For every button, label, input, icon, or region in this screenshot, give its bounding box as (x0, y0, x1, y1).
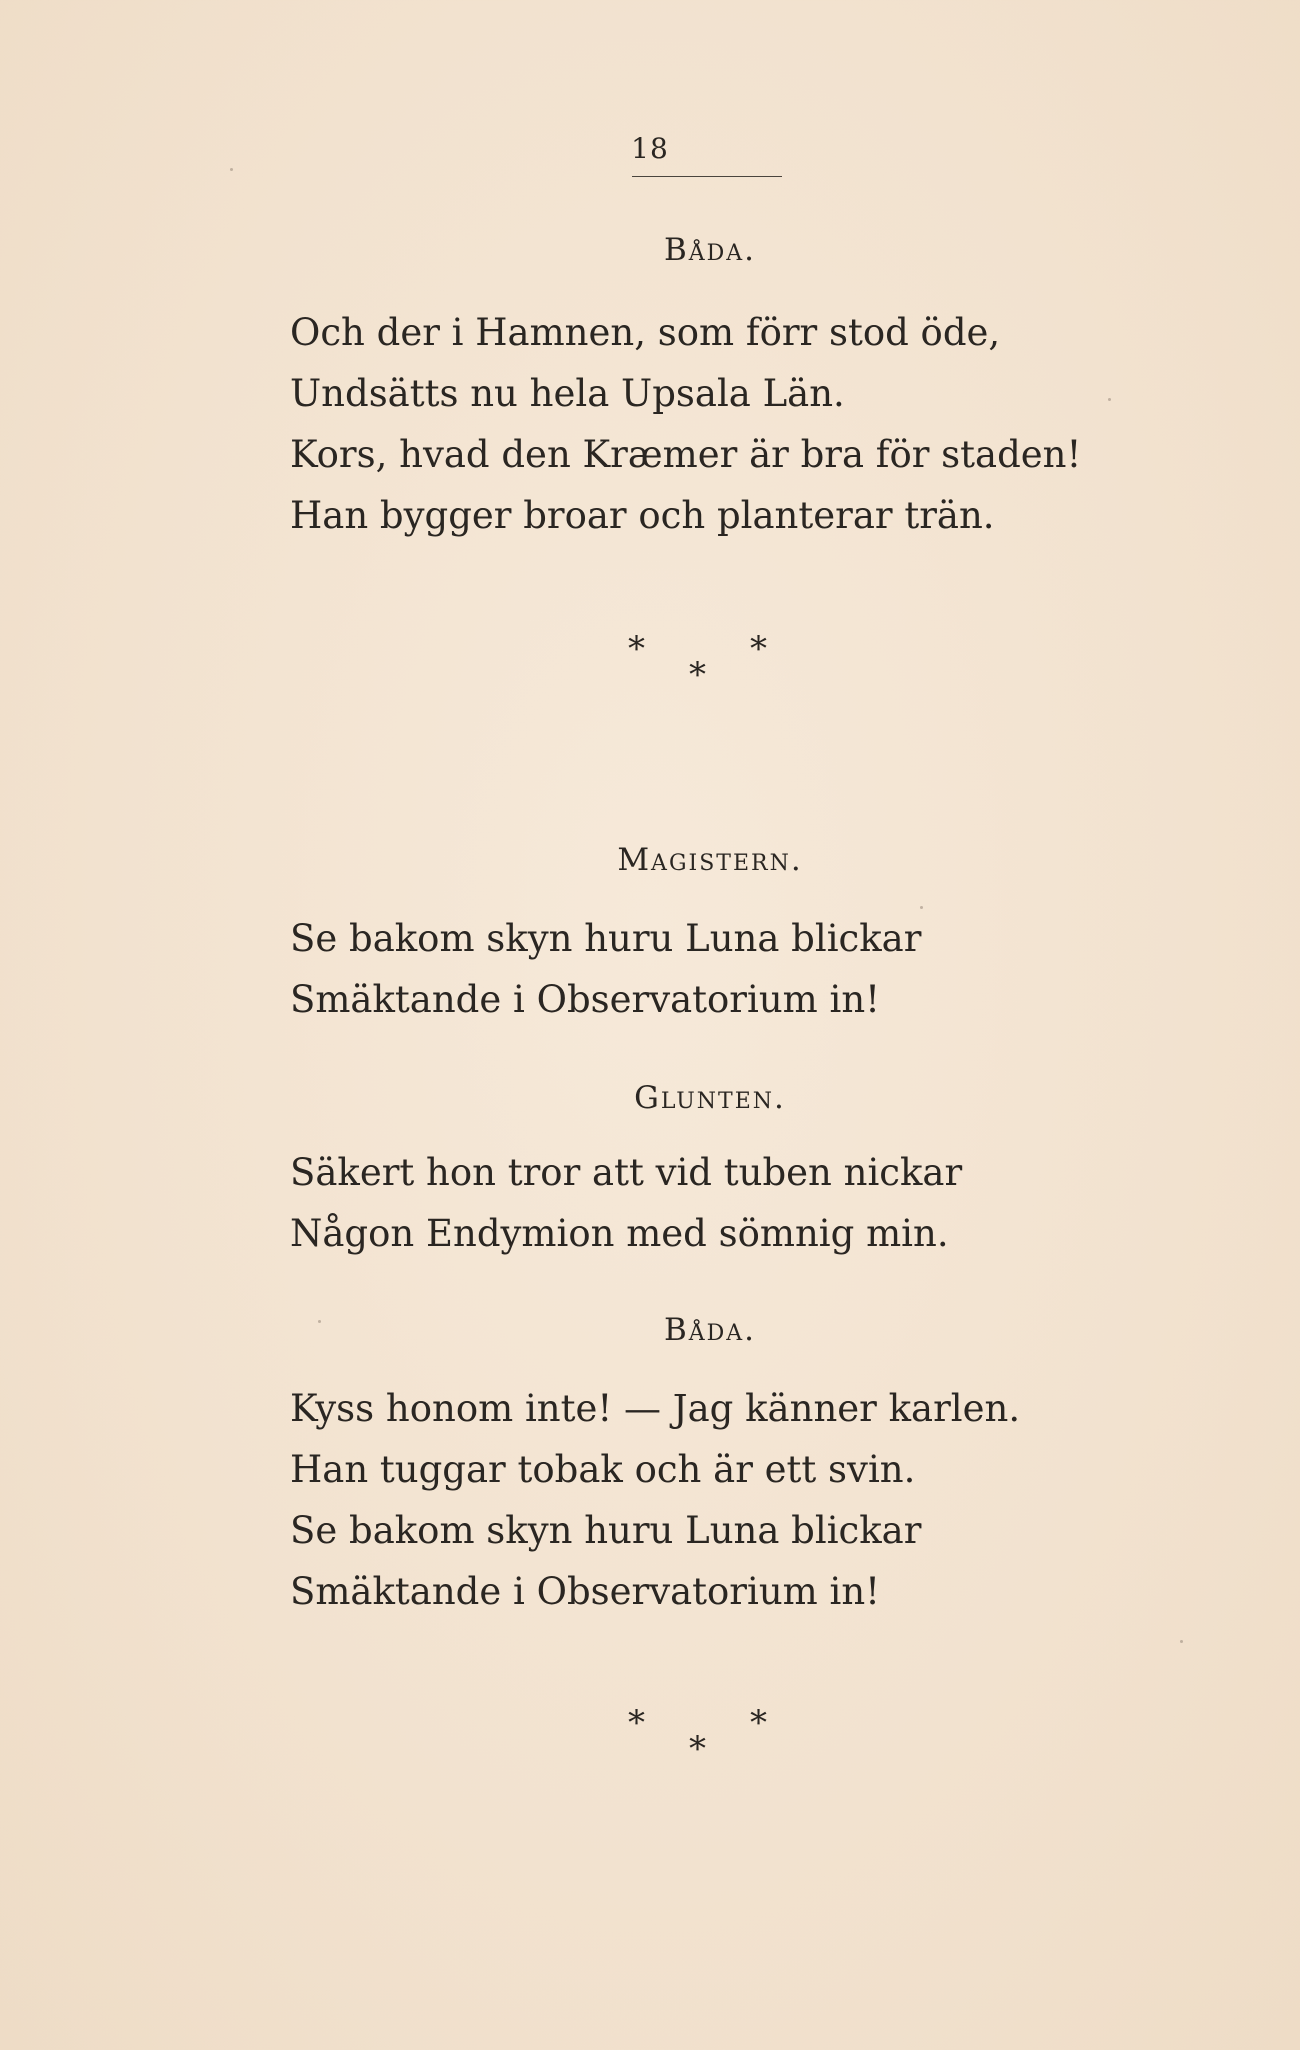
asterisk-glyph: * (628, 629, 645, 669)
speaker-heading: Båda. (663, 232, 757, 268)
paper-speck (230, 168, 233, 171)
verse-line: Undsätts nu hela Upsala Län. (290, 372, 845, 415)
stanza (290, 1378, 1230, 1622)
stanza (290, 302, 1230, 546)
speaker-heading: Glunten. (634, 1080, 786, 1116)
paper-speck (920, 906, 923, 909)
asterism-divider (628, 1703, 788, 1796)
verse-line: Smäktande i Observatorium in! (290, 978, 881, 1021)
page-number: 18 (631, 132, 669, 165)
verse-line: Någon Endymion med sömnig min. (290, 1212, 949, 1255)
paper-speck (1180, 1640, 1183, 1643)
verse-line: Kors, hvad den Kræmer är bra för staden! (290, 433, 1082, 476)
asterisk-glyph: * (689, 655, 706, 695)
verse-line: Säkert hon tror att vid tuben nickar (290, 1151, 963, 1194)
stanza (290, 1142, 1230, 1264)
asterisk-glyph: * (628, 1703, 645, 1743)
stanza (290, 908, 1230, 1030)
asterisk-glyph: * (750, 1703, 767, 1743)
paper-speck (318, 1320, 321, 1323)
asterism-divider (628, 629, 788, 722)
verse-line: Han tuggar tobak och är ett svin. (290, 1448, 916, 1491)
asterisk-glyph: * (750, 629, 767, 669)
verse-line: Han bygger broar och planterar trän. (290, 494, 995, 537)
page-number-rule (632, 176, 782, 177)
verse-line: Se bakom skyn huru Luna blickar (290, 917, 922, 960)
asterisk-glyph: * (689, 1729, 706, 1769)
speaker-heading: Båda. (663, 1312, 757, 1348)
verse-line: Kyss honom inte! — Jag känner karlen. (290, 1387, 1021, 1430)
verse-line: Se bakom skyn huru Luna blickar (290, 1509, 922, 1552)
paper-speck (1108, 398, 1111, 401)
verse-line: Smäktande i Observatorium in! (290, 1570, 881, 1613)
speaker-heading: Magistern. (617, 842, 803, 878)
verse-line: Och der i Hamnen, som förr stod öde, (290, 311, 1001, 354)
